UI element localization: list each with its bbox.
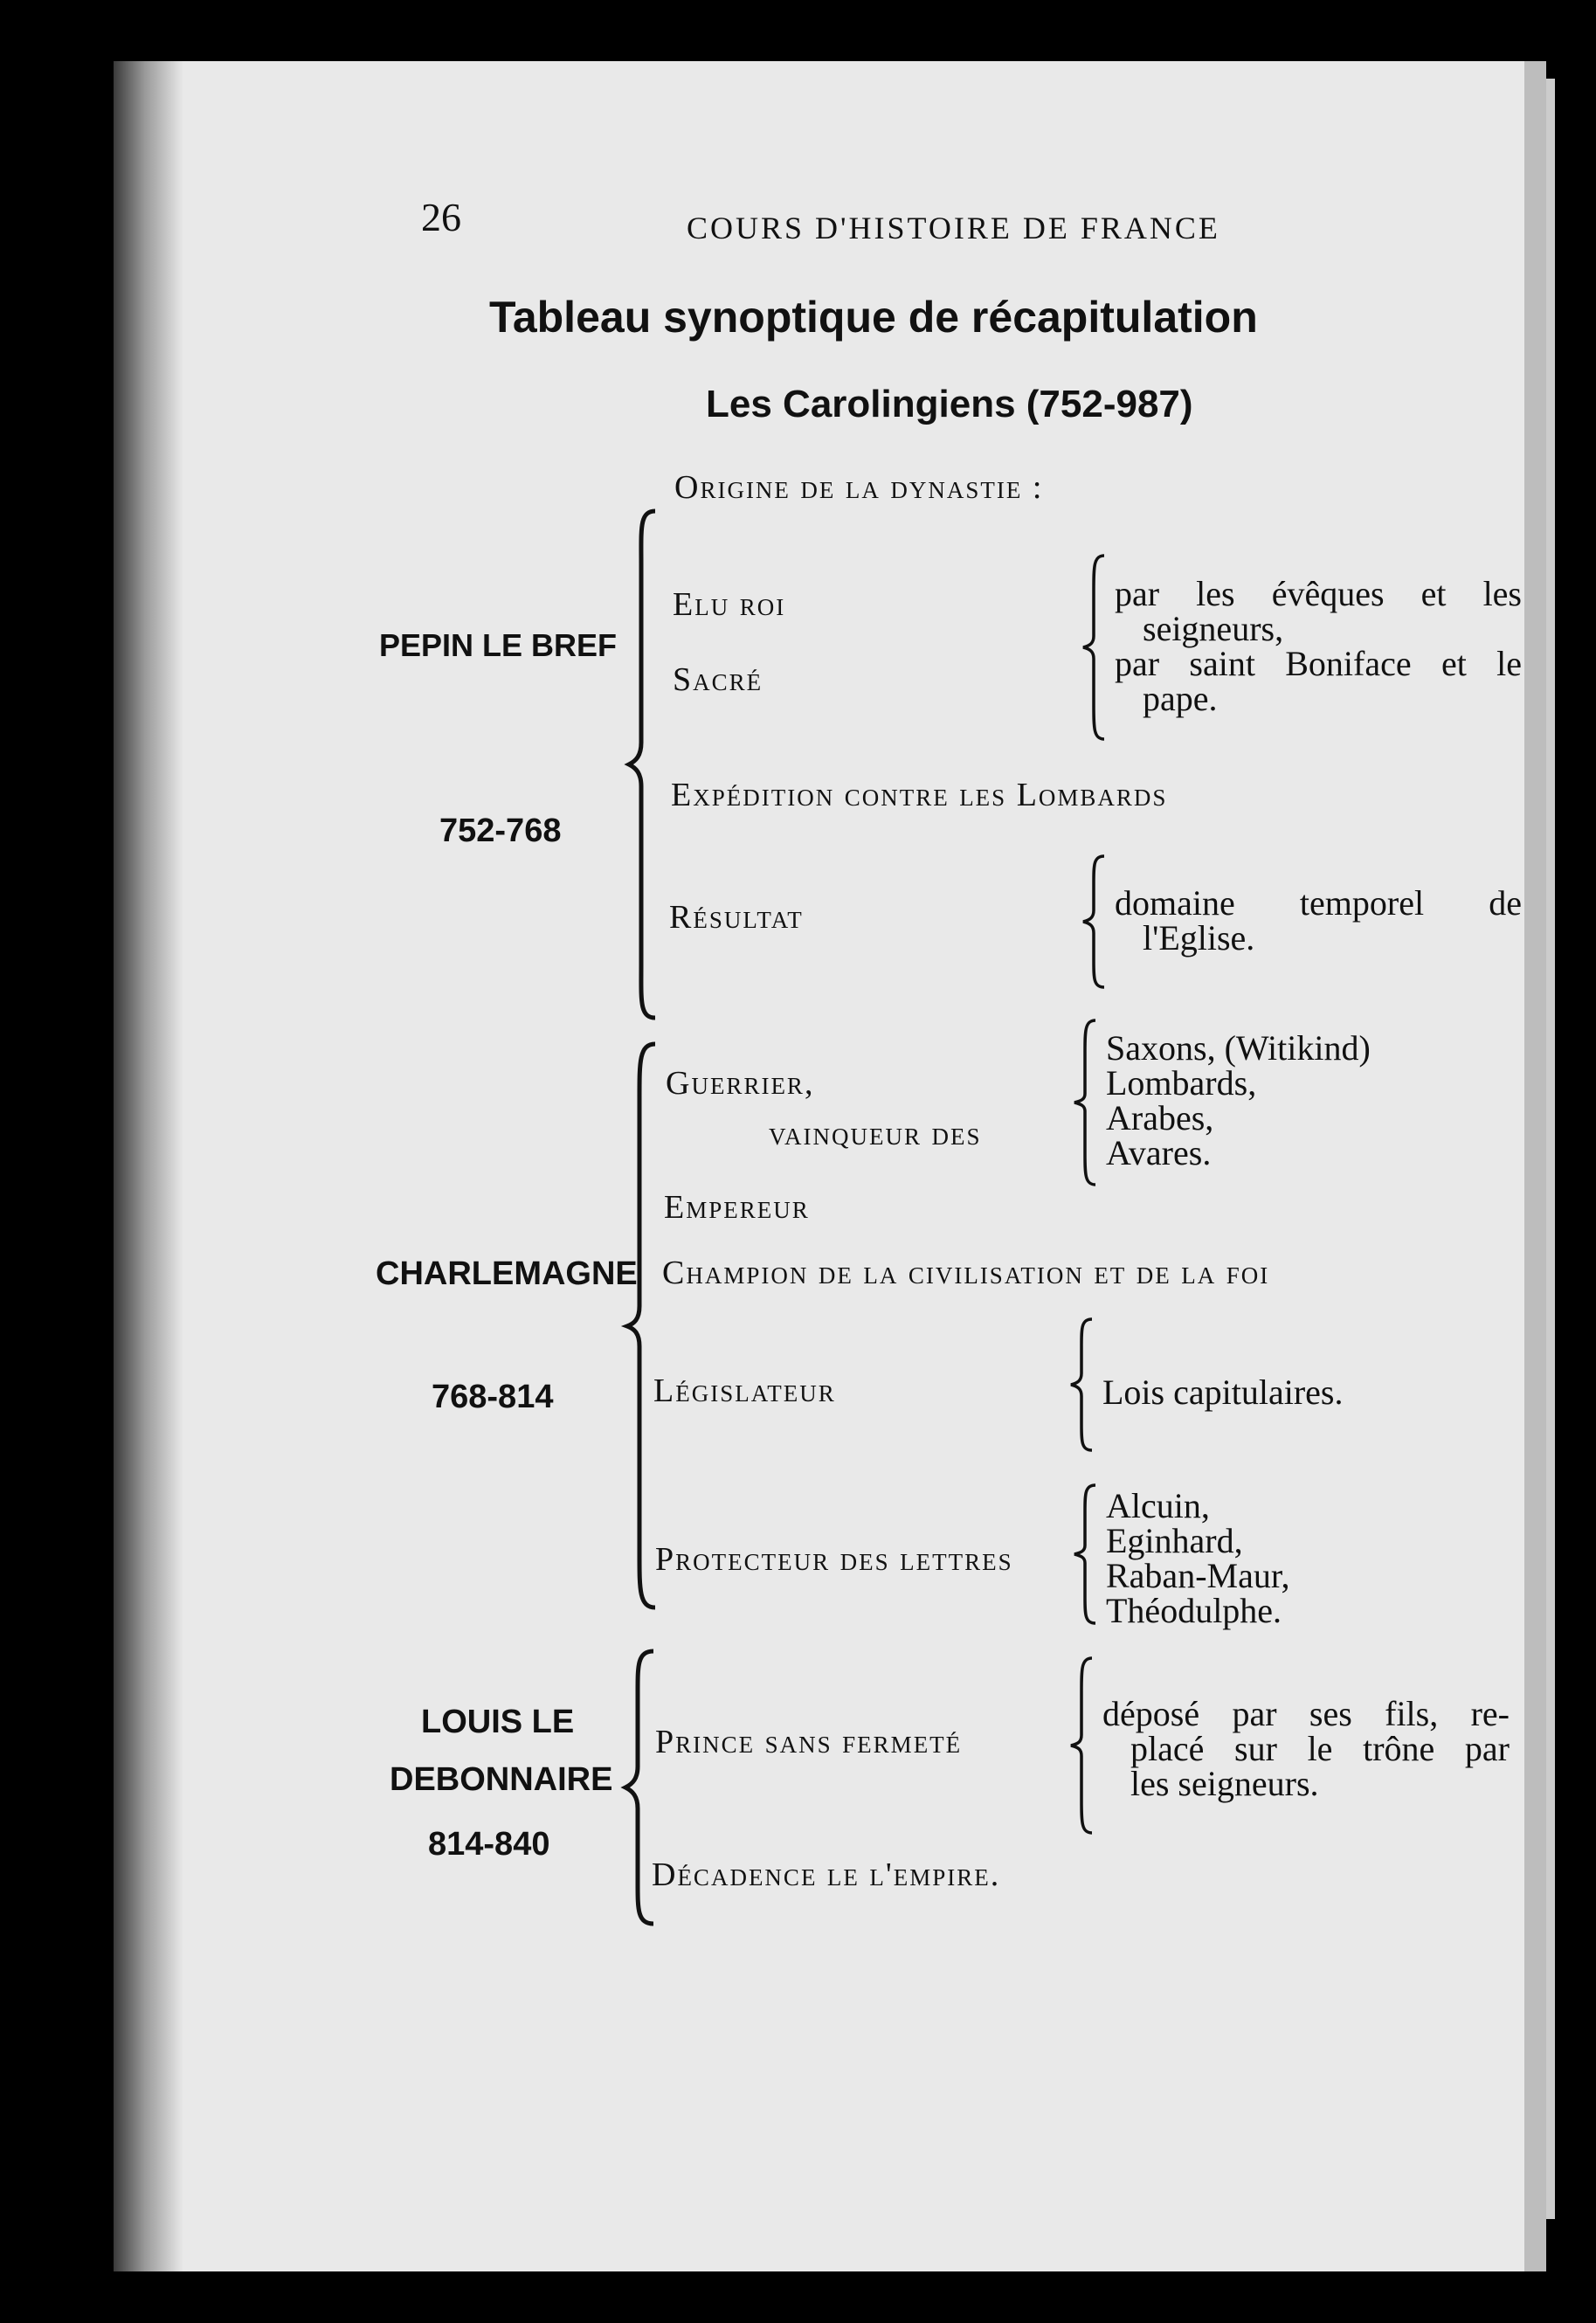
empereur-label: Empereur <box>664 1189 810 1226</box>
elu-sacre-brace <box>1083 556 1109 739</box>
people-lombards: Lombards, <box>1106 1063 1257 1103</box>
elu-detail-line1: par les évêques et les <box>1115 574 1522 613</box>
next-page-edge <box>1546 79 1555 2219</box>
decadence-label: Décadence le l'empire. <box>652 1856 1001 1893</box>
resultat-detail <box>1115 883 1522 958</box>
resultat-detail-line1: domaine temporel de <box>1115 883 1522 923</box>
sacre-detail-line1: par saint Boniface et le <box>1115 644 1522 683</box>
page-subtitle: Les Carolingiens (752-987) <box>706 383 1193 425</box>
elu-detail-line2: seigneurs, <box>1143 609 1284 648</box>
peoples-list <box>1106 1028 1371 1172</box>
scholar-alcuin: Alcuin, <box>1106 1486 1210 1525</box>
resultat-label: Résultat <box>669 899 804 936</box>
louis-dates: 814-840 <box>428 1826 550 1863</box>
prince-brace <box>1071 1658 1097 1833</box>
prince-label: Prince sans fermeté <box>655 1724 963 1760</box>
page-edge-strip <box>1524 61 1546 2271</box>
page-gutter-shadow <box>114 61 183 2271</box>
people-saxons: Saxons, (Witikind) <box>1106 1028 1371 1068</box>
louis-name-line2: DEBONNAIRE <box>390 1761 613 1798</box>
charlemagne-name: CHARLEMAGNE <box>376 1255 638 1292</box>
running-title: COURS D'HISTOIRE DE FRANCE <box>687 211 1220 245</box>
prince-detail-line1: déposé par ses fils, re- <box>1102 1694 1510 1733</box>
sacre-detail-line2: pape. <box>1143 679 1218 718</box>
page-title: Tableau synoptique de récapitulation <box>489 293 1258 342</box>
people-arabes: Arabes, <box>1106 1098 1214 1137</box>
vainqueur-label: vainqueur des <box>769 1116 982 1152</box>
pepin-dates: 752-768 <box>439 812 562 849</box>
people-avares: Avares. <box>1106 1133 1212 1172</box>
louis-name-line1: LOUIS LE <box>421 1704 575 1740</box>
elu-roi-label: Elu roi <box>673 586 786 623</box>
charlemagne-dates: 768-814 <box>432 1379 554 1415</box>
prince-detail-line3: les seigneurs. <box>1130 1764 1319 1803</box>
guerrier-label: Guerrier, <box>666 1065 815 1102</box>
champion-label: Champion de la civilisation et de la foi <box>662 1255 1270 1291</box>
prince-detail-line2: placé sur le trône par <box>1130 1729 1510 1768</box>
protecteur-label: Protecteur des lettres <box>655 1541 1013 1578</box>
page-number: 26 <box>421 195 461 239</box>
scholars-brace <box>1074 1485 1101 1623</box>
scholars-list <box>1106 1486 1290 1630</box>
resultat-detail-line2: l'Eglise. <box>1143 918 1255 958</box>
peoples-brace <box>1074 1020 1101 1185</box>
resultat-brace <box>1083 856 1109 987</box>
legislateur-brace <box>1071 1319 1097 1450</box>
charlemagne-brace <box>627 1044 662 1607</box>
expedition-label: Expédition contre les Lombards <box>671 777 1168 813</box>
scholar-raban-maur: Raban-Maur, <box>1106 1556 1290 1595</box>
sacre-label: Sacré <box>673 661 763 698</box>
legislateur-detail: Lois capitulaires. <box>1102 1372 1344 1412</box>
scholar-eginhard: Eginhard, <box>1106 1521 1243 1560</box>
scholar-theodulphe: Théodulphe. <box>1106 1591 1282 1630</box>
origin-heading: Origine de la dynastie : <box>674 469 1044 506</box>
legislateur-label: Législateur <box>653 1372 836 1409</box>
pepin-name: PEPIN LE BREF <box>379 627 618 663</box>
pepin-brace <box>629 511 664 1018</box>
elu-detail <box>1115 574 1522 718</box>
prince-detail <box>1102 1694 1510 1803</box>
